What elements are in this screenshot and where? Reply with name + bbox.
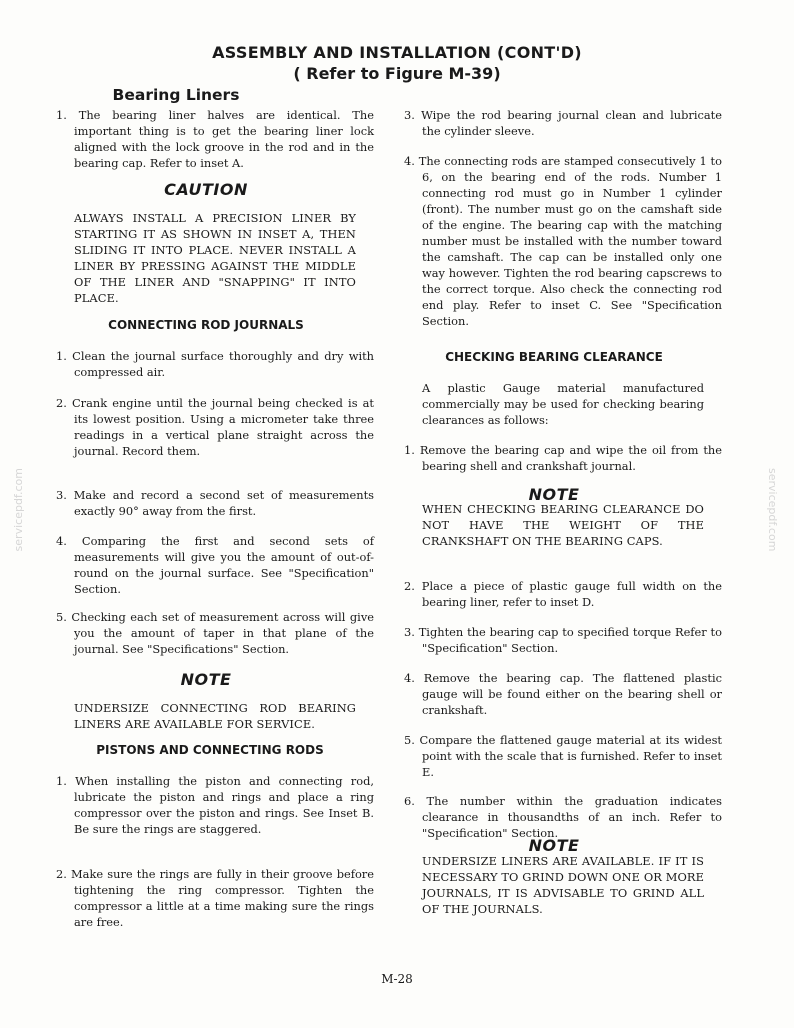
journals-step-4: 4. Comparing the first and second sets of measurements will give you the amount of out-of-round on the journal surface. See "Specification" Section. <box>56 534 374 596</box>
pistons-step-1: 1. When installing the piston and connecting rod, lubricate the piston and rings and place a ring compressor over the piston and rings. See Inset B. Be sure the rings are staggered. <box>56 774 374 836</box>
clearance-note-text: WHEN CHECKING BEARING CLEARANCE DO NOT HAVE THE WEIGHT OF THE CRANKSHAFT ON THE BEARING CAPS. <box>422 502 704 548</box>
page-subtitle: ( Refer to Figure M-39) <box>293 64 501 83</box>
caution-label: CAUTION <box>164 180 248 199</box>
journals-step-3: 3. Make and record a second set of measurements exactly 90° away from the first. <box>56 488 374 518</box>
rod-step-4: 4. The connecting rods are stamped consecutively 1 to 6, on the bearing end of the rods. Number 1 connecting rod must go in Number 1 cylinder (front). The number must go on the camshaft side of the engine. The bearing cap with the matching number must be installed with the number toward the camshaft. The cap can be installed only one way however. Tighten the rod bearing capscrews to the correct torque. Also check the connecting rod end play. Refer to inset C. See "Specification Section. <box>404 154 722 328</box>
journals-step-1: 1. Clean the journal surface thoroughly and dry with compressed air. <box>56 349 374 379</box>
undersize-note-label: NOTE <box>528 836 580 855</box>
journals-step-2: 2. Crank engine until the journal being checked is at its lowest position. Using a micrometer take three readings in a vertical plane straight across the journal. Record them. <box>56 396 374 458</box>
clearance-step-5: 5. Compare the flattened gauge material at its widest point with the scale that is furnished. Refer to inset E. <box>404 733 722 779</box>
connecting-rod-journals-heading: CONNECTING ROD JOURNALS <box>108 318 304 332</box>
caution-text: ALWAYS INSTALL A PRECISION LINER BY STARTING IT AS SHOWN IN INSET A, THEN SLIDING IT INTO PLACE. NEVER INSTALL A LINER BY PRESSING AGAINST THE MIDDLE OF THE LINER AND "SNAPPING" IT INTO PLACE. <box>74 211 356 305</box>
clearance-note-label: NOTE <box>528 485 580 504</box>
journals-note-text: UNDERSIZE CONNECTING ROD BEARING LINERS ARE AVAILABLE FOR SERVICE. <box>74 701 356 731</box>
clearance-step-1: 1. Remove the bearing cap and wipe the oil from the bearing shell and crankshaft journal. <box>404 443 722 473</box>
undersize-note-text: UNDERSIZE LINERS ARE AVAILABLE. IF IT IS NECESSARY TO GRIND DOWN ONE OR MORE JOURNALS, IT IS ADVISABLE TO GRIND ALL OF THE JOURNALS. <box>422 854 704 916</box>
clearance-step-2: 2. Place a piece of plastic gauge full width on the bearing liner, refer to inset D. <box>404 579 722 609</box>
page-title: ASSEMBLY AND INSTALLATION (CONT'D) <box>212 43 582 62</box>
clearance-intro: A plastic Gauge material manufactured commercially may be used for checking bearing clearances as follows: <box>422 381 704 427</box>
checking-bearing-clearance-heading: CHECKING BEARING CLEARANCE <box>445 350 663 364</box>
pistons-step-2: 2. Make sure the rings are fully in their groove before tightening the ring compressor. Tighten the compressor a little at a time making sure the rings are free. <box>56 867 374 929</box>
bearing-liners-step-1: 1. The bearing liner halves are identical. The important thing is to get the bearing liner lock aligned with the lock groove in the rod and in the bearing cap. Refer to inset A. <box>56 108 374 170</box>
rod-step-3: 3. Wipe the rod bearing journal clean and lubricate the cylinder sleeve. <box>404 108 722 138</box>
clearance-step-3: 3. Tighten the bearing cap to specified torque Refer to "Specification" Section. <box>404 625 722 655</box>
watermark-right: servicepdf.com <box>766 468 779 552</box>
journals-note-label: NOTE <box>180 670 232 689</box>
page-number: M-28 <box>381 972 413 986</box>
pistons-heading: PISTONS AND CONNECTING RODS <box>96 743 324 757</box>
bearing-liners-heading: Bearing Liners <box>112 86 240 104</box>
clearance-step-6: 6. The number within the graduation indicates clearance in thousandths of an inch. Refer to "Specification" Section. <box>404 794 722 840</box>
watermark-left: servicepdf.com <box>12 468 25 552</box>
journals-step-5: 5. Checking each set of measurement across will give you the amount of taper in that plane of the journal. See "Specifications" Section. <box>56 610 374 656</box>
clearance-step-4: 4. Remove the bearing cap. The flattened plastic gauge will be found either on the bearing shell or crankshaft. <box>404 671 722 717</box>
